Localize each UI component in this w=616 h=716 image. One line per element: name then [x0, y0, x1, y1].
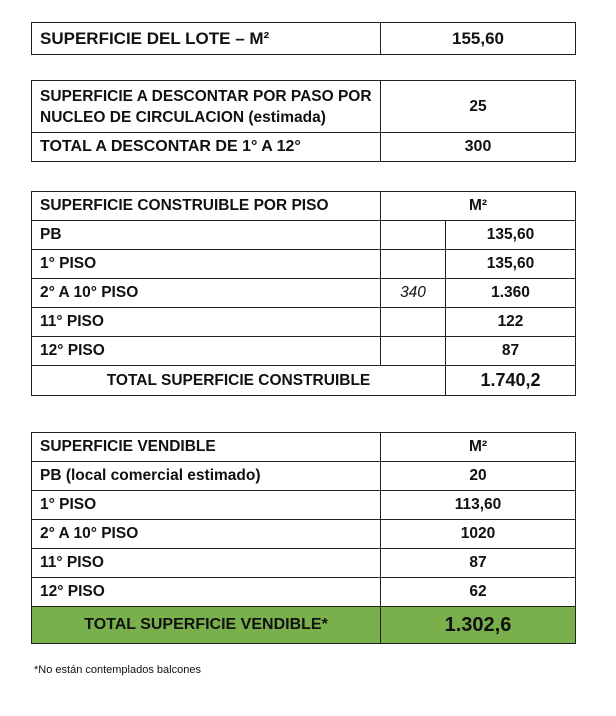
- buildable-row-value: 135,60: [446, 250, 576, 279]
- sellable-header-row: [32, 433, 576, 462]
- sellable-header-label: SUPERFICIE VENDIBLE: [32, 433, 381, 462]
- sellable-row-value: 20: [381, 462, 576, 491]
- buildable-header-row: [32, 192, 576, 221]
- sellable-row-value: 87: [381, 549, 576, 578]
- sellable-row-value: 1020: [381, 520, 576, 549]
- sellable-row-label: 11° PISO: [32, 549, 381, 578]
- buildable-row-value: 87: [446, 337, 576, 366]
- discount-per-floor-label-line1: SUPERFICIE A DESCONTAR POR PASO POR: [40, 87, 372, 105]
- table-row: [32, 491, 576, 520]
- sellable-total-row: [32, 607, 576, 644]
- buildable-row-value: 122: [446, 308, 576, 337]
- sellable-total-label: TOTAL SUPERFICIE VENDIBLE*: [32, 607, 381, 644]
- sellable-row-value: 62: [381, 578, 576, 607]
- discount-per-floor-label-line2: NUCLEO DE CIRCULACION (estimada): [40, 108, 326, 126]
- buildable-header-label: SUPERFICIE CONSTRUIBLE POR PISO: [32, 192, 381, 221]
- discount-total-label: TOTAL A DESCONTAR DE 1° A 12°: [32, 133, 381, 162]
- lot-surface-row: [32, 23, 576, 55]
- buildable-total-row: [32, 366, 576, 396]
- discount-per-floor-value: 25: [381, 81, 576, 133]
- lot-surface-label: SUPERFICIE DEL LOTE – M²: [32, 23, 381, 55]
- discount-total-row: [32, 133, 576, 162]
- sellable-row-label: 12° PISO: [32, 578, 381, 607]
- buildable-header-unit: M²: [381, 192, 576, 221]
- sellable-row-label: 1° PISO: [32, 491, 381, 520]
- table-row: [32, 337, 576, 366]
- discount-per-floor-label: [32, 81, 381, 133]
- discount-total-value: 300: [381, 133, 576, 162]
- buildable-row-value: 135,60: [446, 221, 576, 250]
- buildable-row-note: 340: [381, 279, 446, 308]
- footnote: *No están contemplados balcones: [34, 664, 201, 676]
- sellable-row-label: 2° A 10° PISO: [32, 520, 381, 549]
- buildable-row-label: 1° PISO: [32, 250, 381, 279]
- buildable-row-note: [381, 250, 446, 279]
- table-row: [32, 462, 576, 491]
- table-row: [32, 250, 576, 279]
- sellable-surface-table: [31, 432, 576, 644]
- buildable-surface-table: [31, 191, 576, 396]
- buildable-row-note: [381, 221, 446, 250]
- buildable-row-value: 1.360: [446, 279, 576, 308]
- sellable-row-label: PB (local comercial estimado): [32, 462, 381, 491]
- table-row: [32, 279, 576, 308]
- buildable-row-note: [381, 337, 446, 366]
- buildable-row-note: [381, 308, 446, 337]
- discount-table: [31, 80, 576, 162]
- buildable-total-label: TOTAL SUPERFICIE CONSTRUIBLE: [32, 366, 446, 396]
- sellable-header-unit: M²: [381, 433, 576, 462]
- table-row: [32, 221, 576, 250]
- buildable-row-label: PB: [32, 221, 381, 250]
- table-row: [32, 308, 576, 337]
- table-row: [32, 549, 576, 578]
- lot-surface-table: [31, 22, 576, 55]
- discount-per-floor-row: [32, 81, 576, 133]
- buildable-row-label: 12° PISO: [32, 337, 381, 366]
- buildable-total-value: 1.740,2: [446, 366, 576, 396]
- table-row: [32, 578, 576, 607]
- sellable-row-value: 113,60: [381, 491, 576, 520]
- table-row: [32, 520, 576, 549]
- buildable-row-label: 11° PISO: [32, 308, 381, 337]
- sellable-total-value: 1.302,6: [381, 607, 576, 644]
- lot-surface-value: 155,60: [381, 23, 576, 55]
- buildable-row-label: 2° A 10° PISO: [32, 279, 381, 308]
